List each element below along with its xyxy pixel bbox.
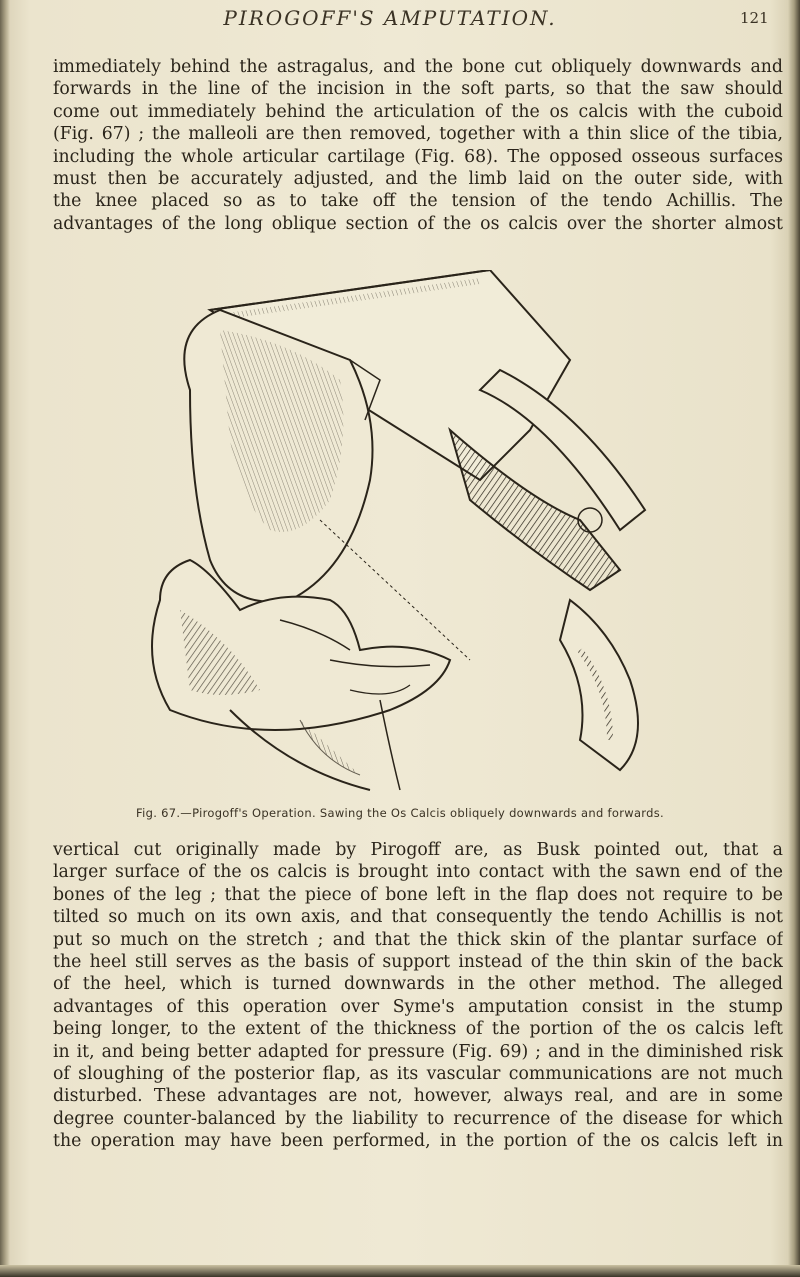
text-line: put so much on the stretch ; and that the thick skin of the plantar surface of: [53, 929, 783, 950]
text-line: vertical cut originally made by Pirogoff are, as Busk pointed out, that a: [53, 840, 783, 860]
text-line: advantages of the long oblique section of the os calcis over the shorter almost: [53, 213, 783, 234]
surgical-illustration: [150, 270, 730, 795]
text-line: the heel still serves as the basis of support instead of the thin skin of the back: [53, 952, 783, 973]
text-line: disturbed. These advantages are not, however, always real, and are in some: [53, 1086, 783, 1107]
text-line: being longer, to the extent of the thickness of the portion of the os calcis left: [53, 1019, 783, 1040]
text-line: the operation may have been performed, in the portion of the os calcis left in: [53, 1131, 783, 1152]
running-head: PIROGOFF'S AMPUTATION.: [223, 6, 557, 30]
text-line: of sloughing of the posterior flap, as its vascular communications are not much: [53, 1064, 783, 1085]
text-line: must then be accurately adjusted, and the limb laid on the outer side, with: [53, 169, 783, 190]
page-bottom-edge: [0, 1265, 800, 1277]
text-line: including the whole articular cartilage (Fig. 68). The opposed osseous surfaces: [53, 146, 783, 167]
text-line: degree counter-balanced by the liability to recurrence of the disease for which: [53, 1108, 783, 1129]
text-line: forwards in the line of the incision in the soft parts, so that the saw should: [53, 79, 783, 100]
text-line: advantages of this operation over Syme's amputation consist in the stump: [53, 996, 783, 1017]
text-line: immediately behind the astragalus, and the bone cut obliquely downwards and: [53, 57, 783, 77]
book-fore-edge: [788, 0, 800, 1277]
assistant-hand: [560, 600, 638, 770]
engraving-saw-and-foot: [150, 270, 730, 795]
text-line: tilted so much on its own axis, and that consequently the tendo Achillis is not: [53, 907, 783, 928]
paragraph-bottom: [53, 839, 783, 1153]
book-gutter-edge: [0, 0, 10, 1277]
paragraph-top: [53, 56, 783, 235]
text-line: (Fig. 67) ; the malleoli are then removed, together with a thin slice of the tibia,: [53, 124, 783, 145]
page-number: 121: [740, 9, 769, 27]
text-line: bones of the leg ; that the piece of bone left in the flap does not require to be: [53, 884, 783, 905]
text-line: in it, and being better adapted for pressure (Fig. 69) ; and in the diminished risk: [53, 1041, 783, 1062]
text-line: of the heel, which is turned downwards in the other method. The alleged: [53, 974, 783, 995]
figure-caption: Fig. 67.—Pirogoff's Operation. Sawing the Os Calcis obliquely downwards and forwards.: [136, 806, 664, 820]
text-line: come out immediately behind the articulation of the os calcis with the cuboid: [53, 101, 783, 122]
text-line: larger surface of the os calcis is brought into contact with the sawn end of the: [53, 862, 783, 883]
text-line: the knee placed so as to take off the tension of the tendo Achillis. The: [53, 191, 783, 212]
